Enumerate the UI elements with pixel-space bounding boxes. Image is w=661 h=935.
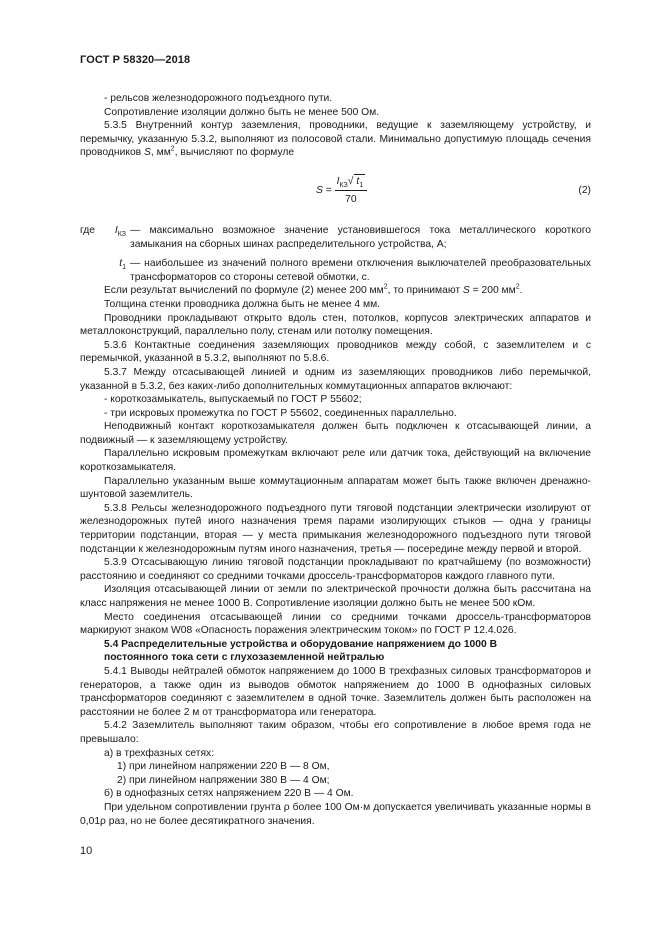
sqrt-sign: √ [347,175,354,187]
document-header: ГОСТ Р 58320—2018 [80,54,191,66]
formula-number: (2) [578,184,591,196]
paragraph: 5.4.1 Выводы нейтралей обмоток напряжением до 1000 В трехфазных силовых трансформаторов и генераторов, а также один из выводов обмоток напряжением до 1000 В однофазных силовых трансформаторов соединяют с заземлителем в одной точке. Заземлитель должен быть расположен на расстоянии не более 2 м от трансформатора или генератора. [80,665,591,718]
paragraph: Параллельно указанным выше коммутационным аппаратам может быть также включен дренажно-шунтовой заземлитель. [80,475,591,501]
paragraph: 5.4.2 Заземлитель выполняют таким образом, чтобы его сопротивление в любое время года не превышало: [80,720,591,745]
paragraph: Неподвижный контакт короткозамыкателя должен быть подключен к отсасывающей линии, а подвижный — к заземляющему устройству. [80,421,591,446]
paragraph: Место соединения отсасывающей линии со средними точками дроссель-трансформаторов маркируют знаком W08 «Опасность поражения электрическим током» по ГОСТ Р 12.4.026. [80,611,591,637]
paragraph: Проводники прокладывают открыто вдоль стен, потолков, корпусов электрических аппаратов и металлоконструкций, параллельно полу, стенам или потолку помещения. [80,312,591,338]
formula-2 [80,168,591,216]
paragraph: 5.3.5 Внутренний контур заземления, проводники, ведущие к заземляющему устройству, и перемычку, указанную 5.3.2, выполняют из полосовой стали. Минимально допустимую площадь сечения проводников S, $мм^2$, вычисляют по формуле [80,120,591,159]
list-item: 2) при линейном напряжении 380 В — 4 Ом; [117,774,330,786]
formula-legend: где $I_{КЗ}$ — максимально возможное значение установившегося тока металлического короткого замыкания на сборных шинах распределительного устройства, А; $t_1$ — наибольшее из значений полного времени отключения выключателей преобразовательных трансформаторов со стороны сетевой обмотки, с. [80,224,591,283]
list-item: - три искровых промежутка по ГОСТ Р 55602, соединенных параллельно. [104,407,457,419]
paragraph: При удельном сопротивлении грунта ρ более 100 Ом·м допускается увеличивать указанные нормы в 0,01ρ раз, но не более десятикратного значения. [80,801,591,827]
formula-expression: S = $\frac{I_{КЗ}√ t_1}{70}$ [316,174,367,206]
document-body [80,92,591,828]
paragraph: Сопротивление изоляции должно быть не менее 500 Ом. [104,106,380,118]
paragraph: 5.3.6 Контактные соединения заземляющих проводников между собой, с заземлителем и с перемычкой, указанной в 5.3.2, выполняют по 5.8.6. [80,339,591,365]
list-item: 1) при линейном напряжении 220 В — 8 Ом, [117,761,330,773]
paragraph: Толщина стенки проводника должна быть не менее 4 мм. [104,298,381,310]
paragraph: - рельсов железнодорожного подъездного пути. [104,93,333,104]
paragraph: Если результат вычислений по формуле (2) менее 200 $мм^2$, то принимают S = 200 $мм^2$. [104,283,523,297]
paragraph: Параллельно искровым промежуткам включают реле или датчик тока, действующий на включение короткозамыкателя. [80,448,591,474]
formula-fraction: $\frac{I_{КЗ}√ t_1}{70}$ [335,174,368,206]
section-heading: 5.4 Распределительные устройства и оборудование напряжением до 1000 В постоянного тока сети с глухозаземленной нейтралью [104,638,498,664]
paragraph: 5.3.7 Между отсасывающей линией и одним из заземляющих проводников либо перемычкой, указанной в 5.3.2, без каких-либо дополнительных коммутационных аппаратов включают: [80,366,591,392]
list-item: а) в трехфазных сетях: [104,747,215,759]
list-item: - короткозамыкатель, выпускаемый по ГОСТ Р 55602; [104,394,362,406]
paragraph: 5.3.9 Отсасывающую линию тяговой подстанции прокладывают по кратчайшему (по возможности) расстоянию и соединяют со средними точками дроссель-трансформаторов каждого главного пути. [80,557,591,582]
paragraph: 5.3.8 Рельсы железнодорожного подъездного пути тяговой подстанции электрически изолируют от железнодорожных путей иного назначения тремя парами изолирующих стыков — одна у границы территории подстанции, вторая — у места примыкания железнодорожного подъездного пути тяговой подстанции к железнодорожным путям иного назначения, третья — посередине между первой и второй. [80,502,591,555]
page-number: 10 [80,845,93,857]
list-item: б) в однофазных сетях напряжением 220 В — 4 Ом. [104,788,354,800]
paragraph: Изоляция отсасывающей линии от земли по электрической прочности должна быть рассчитана на класс напряжения не менее 1000 В. Сопротивление изоляции должно быть не менее 500 кОм. [80,584,591,609]
